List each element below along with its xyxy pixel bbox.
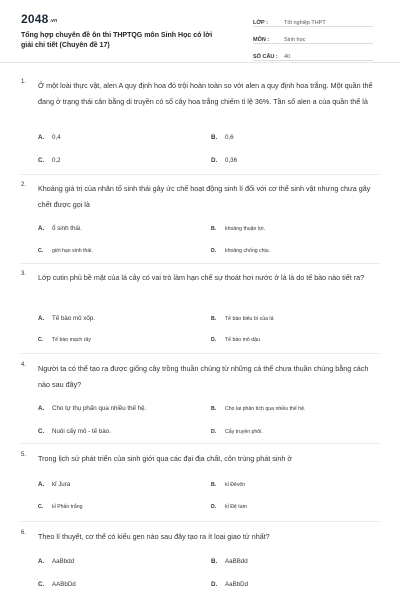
- question-2: [0, 181, 400, 267]
- option-letter: B.: [211, 316, 217, 322]
- option-text: ổ sinh thái.: [52, 225, 82, 232]
- question-number: 6.: [21, 530, 27, 536]
- option-letter: A.: [38, 225, 45, 232]
- option-letter: B.: [211, 482, 217, 488]
- question-text: Theo lí thuyết, cơ thể có kiểu gen nào sau đây tạo ra ít loại giao tử nhất?: [38, 532, 270, 541]
- option-text: Tế bào biểu bì của lá: [225, 316, 274, 322]
- question-number: 1.: [21, 79, 27, 85]
- option-text: 0,36: [225, 157, 238, 164]
- option-a[interactable]: [38, 405, 146, 412]
- option-letter: C.: [38, 504, 44, 510]
- option-text: Tế bào mô dậu: [225, 337, 260, 343]
- option-letter: C.: [38, 248, 44, 254]
- question-number: 4.: [21, 362, 27, 368]
- option-text: Cấy truyền phôi.: [225, 429, 263, 435]
- meta-row-class: [253, 12, 373, 27]
- option-letter: A.: [38, 405, 45, 412]
- option-letter: B.: [211, 558, 218, 565]
- question-1: [0, 78, 400, 174]
- question-6: [0, 529, 400, 599]
- meta-value: 40: [284, 54, 291, 60]
- question-number: 5.: [21, 452, 27, 458]
- option-text: AaBBdd: [225, 558, 248, 565]
- question-3: [0, 270, 400, 356]
- meta-label: MÔN :: [253, 37, 270, 43]
- question-divider: [21, 443, 379, 444]
- option-letter: D.: [211, 504, 217, 510]
- option-d[interactable]: [211, 504, 247, 510]
- option-letter: A.: [38, 134, 45, 141]
- option-c[interactable]: [38, 581, 76, 588]
- option-letter: B.: [211, 226, 217, 232]
- document-title: Tổng hợp chuyên đề ôn thi THPTQG môn Sinh Học có lời giải chi tiết (Chuyên đề 17): [21, 32, 213, 49]
- option-letter: C.: [38, 428, 45, 435]
- brand-logo[interactable]: [21, 12, 57, 26]
- option-d[interactable]: [211, 248, 270, 254]
- option-letter: B.: [211, 134, 218, 141]
- option-letter: A.: [38, 558, 45, 565]
- option-text: Tế bào mạch rây: [52, 337, 91, 343]
- option-a[interactable]: [38, 134, 61, 141]
- question-text: Khoảng giá trị của nhân tố sinh thái gây ức chế hoạt động sinh lí đối với cơ thể sinh vật nhưng chưa gây chết được gọi là: [38, 184, 371, 209]
- option-c[interactable]: [38, 504, 83, 510]
- question-text: Ở một loài thực vật, alen A quy định hoa đỏ trội hoàn toàn so với alen a quy định hoa trắng. Một quần thể đang ở trạng thái cân bằng di truyền có số cây hoa trắng chiếm tỉ lệ 36%. Tần số alen a của quần thể là: [38, 81, 373, 106]
- option-a[interactable]: [38, 481, 70, 488]
- option-text: Cho tự thụ phấn qua nhiều thế hệ.: [52, 405, 147, 412]
- option-c[interactable]: [38, 157, 61, 164]
- option-text: 0,4: [52, 134, 61, 141]
- question-5: [0, 451, 400, 525]
- option-text: 0,2: [52, 157, 61, 164]
- meta-value: Tốt nghiệp THPT: [284, 20, 326, 26]
- meta-label: SỐ CÂU :: [253, 54, 278, 60]
- option-b[interactable]: [211, 406, 305, 412]
- option-d[interactable]: [211, 157, 237, 164]
- option-d[interactable]: [211, 337, 260, 343]
- meta-row-count: [253, 46, 373, 61]
- option-c[interactable]: [38, 428, 111, 435]
- option-letter: D.: [211, 248, 217, 254]
- question-text: Lớp cutin phủ bề mặt của lá cây có vai trò làm hạn chế sự thoát hơi nước ở lá là do tế bào nào tiết ra?: [38, 273, 365, 282]
- option-text: kỉ Phấn trắng: [52, 504, 83, 510]
- option-b[interactable]: [211, 482, 245, 488]
- meta-value: Sinh học: [284, 37, 306, 43]
- brand-name: 2048: [21, 12, 49, 26]
- option-a[interactable]: [38, 315, 95, 322]
- option-c[interactable]: [38, 337, 91, 343]
- option-b[interactable]: [211, 134, 234, 141]
- option-text: AaBbDd: [225, 581, 249, 588]
- document-meta: [253, 12, 373, 63]
- option-text: Tế bào mô xốp.: [52, 315, 95, 322]
- question-number: 3.: [21, 271, 27, 277]
- option-d[interactable]: [211, 581, 248, 588]
- option-a[interactable]: [38, 558, 74, 565]
- option-letter: C.: [38, 337, 44, 343]
- option-letter: D.: [211, 429, 217, 435]
- option-a[interactable]: [38, 225, 82, 232]
- option-text: AaBbdd: [52, 558, 75, 565]
- question-number: 2.: [21, 182, 27, 188]
- option-text: kỉ Đêvôn: [225, 482, 246, 488]
- option-letter: D.: [211, 157, 218, 164]
- option-b[interactable]: [211, 226, 265, 232]
- question-4: [0, 361, 400, 447]
- option-text: AABbDd: [52, 581, 76, 588]
- option-text: khoảng chống chịu.: [225, 248, 270, 254]
- option-text: kỉ Jura: [52, 481, 71, 488]
- option-text: Cho lai phân tích qua nhiều thế hệ.: [225, 406, 306, 412]
- option-letter: D.: [211, 581, 218, 588]
- option-d[interactable]: [211, 429, 263, 435]
- question-text: Trong lịch sử phát triển của sinh giới qua các đại địa chất, côn trùng phát sinh ở: [38, 454, 293, 463]
- option-letter: A.: [38, 315, 45, 322]
- meta-label: LỚP :: [253, 20, 268, 26]
- option-letter: B.: [211, 406, 217, 412]
- option-letter: C.: [38, 157, 45, 164]
- question-divider: [21, 174, 379, 175]
- option-letter: D.: [211, 337, 217, 343]
- question-text: Người ta có thể tạo ra được giống cây trồng thuần chủng từ những cá thể chưa thuần chủng bằng cách nào sau đây?: [38, 364, 369, 389]
- meta-row-subject: [253, 29, 373, 44]
- question-divider: [21, 263, 379, 264]
- option-text: khoảng thuận lợi.: [225, 226, 266, 232]
- option-letter: C.: [38, 581, 45, 588]
- option-text: Nuôi cấy mô - tế bào.: [52, 428, 111, 435]
- option-letter: A.: [38, 481, 45, 488]
- option-b[interactable]: [211, 558, 248, 565]
- option-text: 0,6: [225, 134, 234, 141]
- question-divider: [21, 353, 379, 354]
- option-b[interactable]: [211, 316, 273, 322]
- brand-suffix: .vn: [49, 18, 58, 24]
- document-header: [0, 0, 400, 63]
- option-text: kỉ Đệ tam: [225, 504, 247, 510]
- question-divider: [21, 521, 379, 522]
- option-c[interactable]: [38, 248, 93, 254]
- option-text: giới hạn sinh thái.: [52, 248, 93, 254]
